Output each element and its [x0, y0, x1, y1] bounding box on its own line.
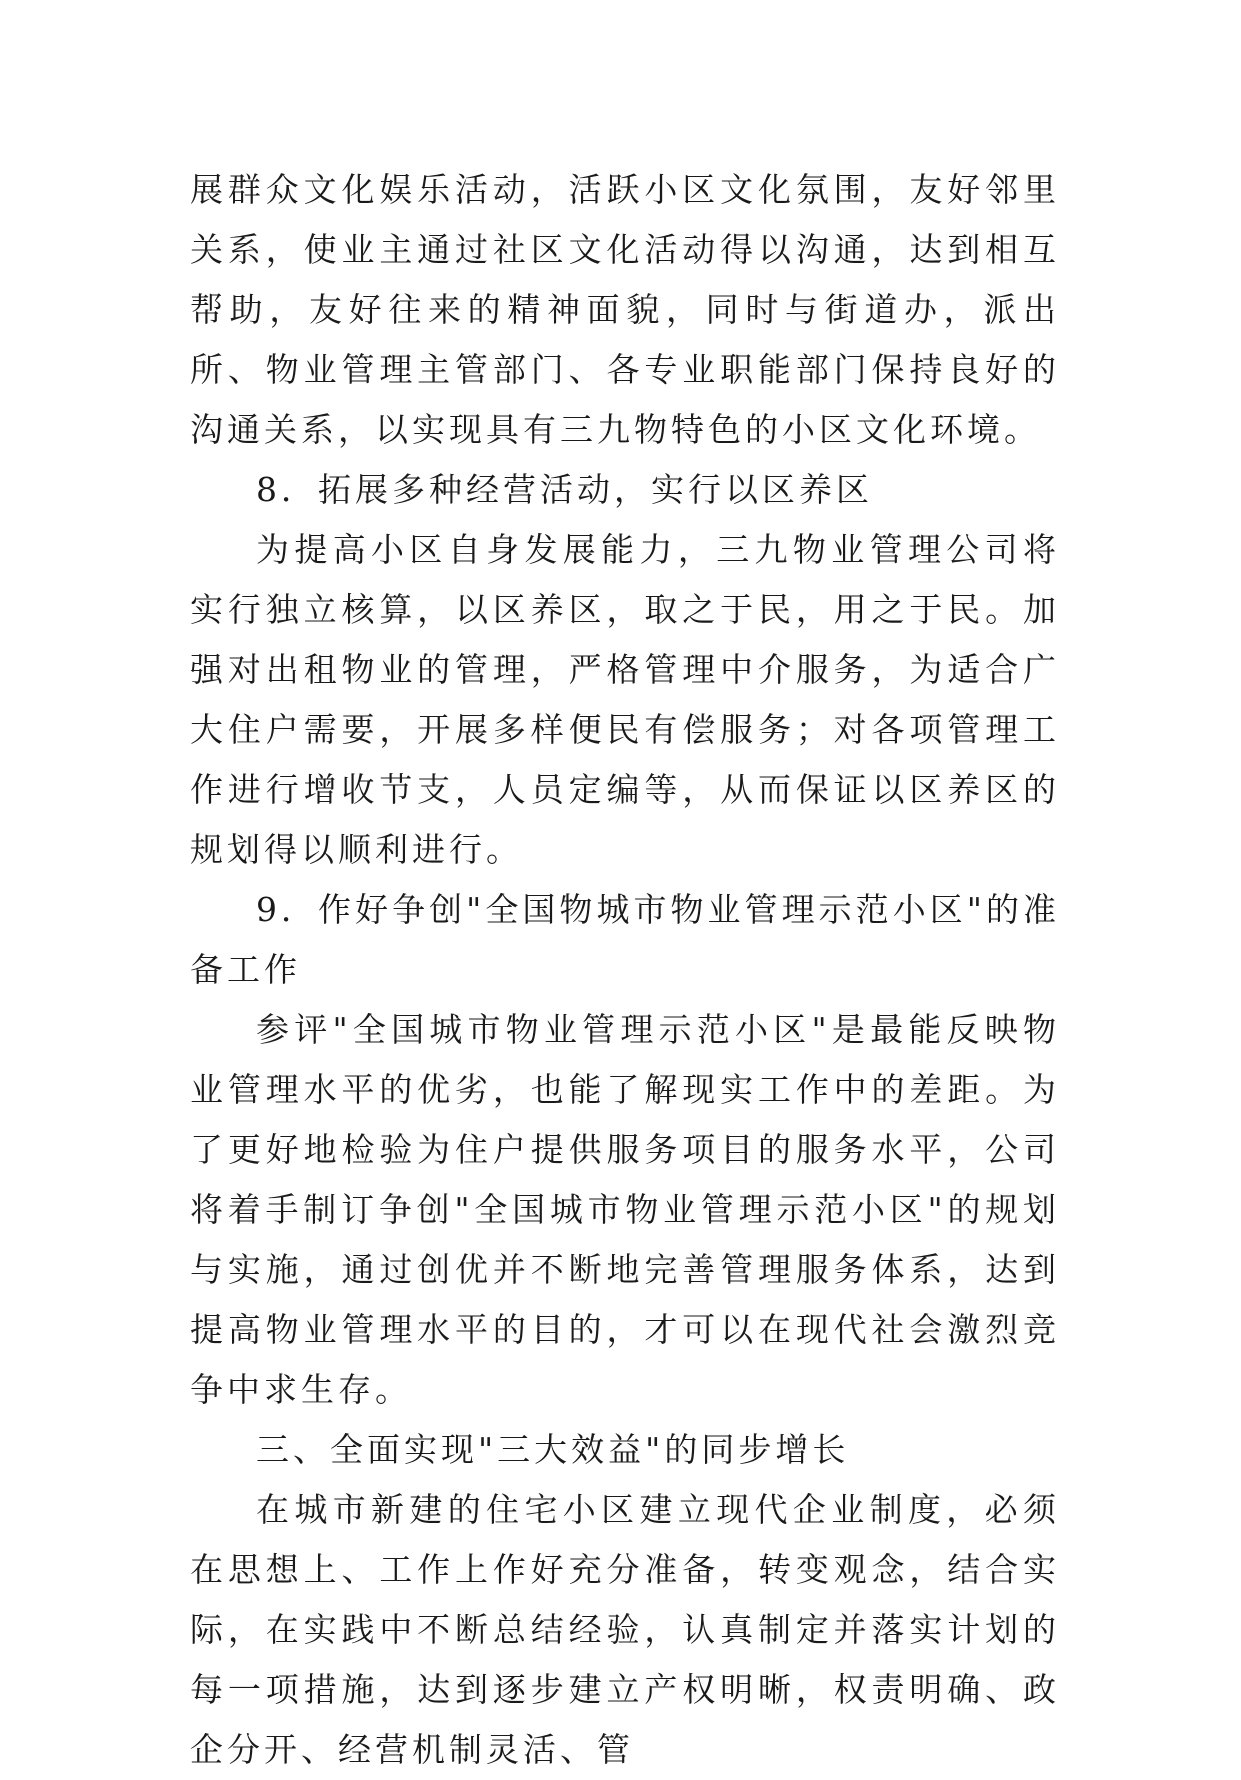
paragraph-community-culture: 展群众文化娱乐活动，活跃小区文化氛围，友好邻里关系，使业主通过社区文化活动得以沟通，达到相互帮助，友好往来的精神面貌，同时与街道办，派出所、物业管理主管部门、各专业职能部门保持良好的沟通关系，以实现具有三九物特色的小区文化环境。	[190, 170, 1060, 449]
section-heading-9: 9．作好争创"全国物城市物业管理示范小区"的准备工作	[190, 890, 1060, 989]
paragraph-self-development: 为提高小区自身发展能力，三九物业管理公司将实行独立核算，以区养区，取之于民，用之于民。加强对出租物业的管理，严格管理中介服务，为适合广大住户需要，开展多样便民有偿服务；对各项管理工作进行增收节支，人员定编等，从而保证以区养区的规划得以顺利进行。	[190, 530, 1060, 869]
section-heading-three: 三、全面实现"三大效益"的同步增长	[256, 1430, 850, 1469]
section-heading-8: 8．拓展多种经营活动，实行以区养区	[256, 470, 873, 509]
paragraph-model-community: 参评"全国城市物业管理示范小区"是最能反映物业管理水平的优劣，也能了解现实工作中的差距。为了更好地检验为住户提供服务项目的服务水平，公司将着手制订争创"全国城市物业管理示范小区"的规划与实施，通过创优并不断地完善管理服务体系，达到提高物业管理水平的目的，才可以在现代社会激烈竞争中求生存。	[190, 1010, 1060, 1409]
document-body	[190, 160, 1060, 1780]
paragraph-modern-enterprise: 在城市新建的住宅小区建立现代企业制度，必须在思想上、工作上作好充分准备，转变观念，结合实际，在实践中不断总结经验，认真制定并落实计划的每一项措施，达到逐步建立产权明晰，权责明确、政企分开、经营机制灵活、管	[190, 1490, 1060, 1769]
